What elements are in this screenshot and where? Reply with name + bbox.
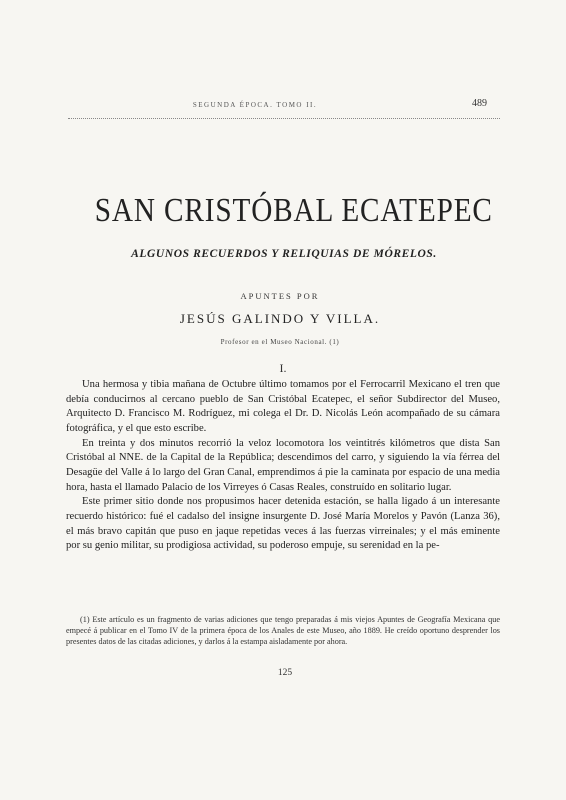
folio-number: 125 [277, 668, 293, 678]
footnote-text: (1) Este artículo es un fragmento de varias adiciones que tengo preparadas á mis viejos Apuntes de Geografía Mexicana que empecé á publicar en el Tomo IV de la primera época de los Anales de este Museo, año 1889. He creído oportuno desprender los presentes datos de las citadas adiciones, y darlos á la estampa aisladamente por ahora. [66, 615, 500, 647]
article-body [66, 378, 500, 554]
paragraph: En treinta y dos minutos recorrió la veloz locomotora los veintitrés kilómetros que dista San Cristóbal al NNE. de la Capital de la República; descendimos del carro, y siguiendo la vía férrea del Desagüe del Valle á lo largo del Gran Canal, emprendimos á pie la caminata por espacio de una media hora, hasta el llamado Palacio de los Virreyes ó Casas Reales, construído en solitario lugar. [66, 437, 500, 493]
article-title: SAN CRISTÓBAL ECATEPEC [94, 192, 493, 229]
section-number: I. [279, 361, 287, 375]
header-rule [68, 118, 500, 120]
footnote [66, 614, 500, 648]
byline-prefix: APUNTES POR [240, 291, 320, 301]
page-number: 489 [472, 98, 487, 109]
article-subtitle: ALGUNOS RECUERDOS Y RELIQUIAS DE MÓRELOS. [131, 248, 437, 260]
paragraph: Este primer sitio donde nos propusimos hacer detenida estación, se halla ligado á un interesante recuerdo histórico: fué el cadalso del insigne insurgente D. José María Morelos y Pavón (Lanza 36), el más bravo capitán que puso en jaque repetidas veces á las fuerzas virreinales; y el más eminente por su genio militar, su prodigiosa actividad, su poderoso empuje, su serenidad en la pe- [66, 496, 500, 552]
author-affiliation: Profesor en el Museo Nacional. (1) [220, 338, 340, 346]
running-head: SEGUNDA ÉPOCA. TOMO II. [192, 101, 318, 109]
paragraph: Una hermosa y tibia mañana de Octubre último tomamos por el Ferrocarril Mexicano el tren que debía conducirnos al cercano pueblo de San Cristóbal Ecatepec, el señor Subdirector del Museo, Arquitecto D. Francisco M. Rodríguez, mi colega el Dr. D. Nicolás León acompañado de su cámara fotográfica, y el que esto escribe. [66, 379, 500, 434]
author-name: JESÚS GALINDO Y VILLA. [179, 311, 381, 326]
